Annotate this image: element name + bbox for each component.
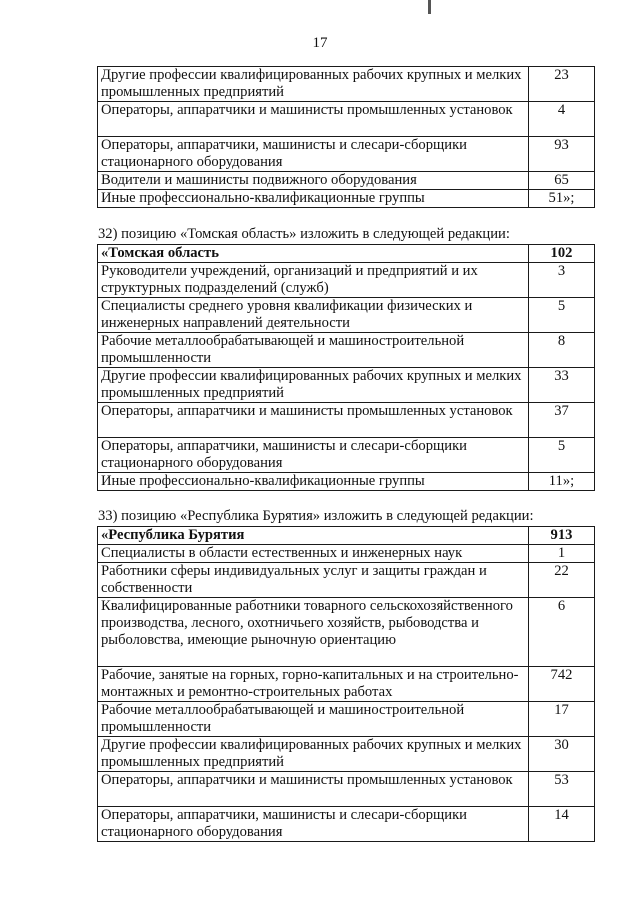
amendment-paragraph-33: 33) позицию «Республика Бурятия» изложить в следующей редакции:	[98, 508, 534, 524]
occupation-count: 17	[529, 702, 595, 737]
occupation-label: Рабочие металлообрабатывающей и машиностроительной промышленности	[98, 333, 529, 368]
table-row	[98, 102, 595, 137]
occupation-count: 11»;	[529, 473, 595, 491]
table-row	[98, 403, 595, 438]
occupation-count: 3	[529, 263, 595, 298]
table-header-row	[98, 527, 595, 545]
region-name: «Томская область	[98, 245, 529, 263]
table-row	[98, 172, 595, 190]
occupation-label: Операторы, аппаратчики, машинисты и слесари-сборщики стационарного оборудования	[98, 807, 529, 842]
occupation-label: Операторы, аппаратчики и машинисты промышленных установок	[98, 403, 529, 438]
table-row	[98, 563, 595, 598]
occupation-label: Работники сферы индивидуальных услуг и защиты граждан и собственности	[98, 563, 529, 598]
occupation-count: 93	[529, 137, 595, 172]
table-row	[98, 333, 595, 368]
occupation-label: Руководители учреждений, организаций и предприятий и их структурных подразделений (служб)	[98, 263, 529, 298]
table-row	[98, 368, 595, 403]
table-row	[98, 137, 595, 172]
amendment-paragraph-32: 32) позицию «Томская область» изложить в следующей редакции:	[98, 226, 510, 242]
region-name: «Республика Бурятия	[98, 527, 529, 545]
page-number: 17	[312, 35, 328, 51]
occupation-label: Операторы, аппаратчики, машинисты и слесари-сборщики стационарного оборудования	[98, 438, 529, 473]
occupation-count: 8	[529, 333, 595, 368]
table-row	[98, 598, 595, 667]
occupation-count: 14	[529, 807, 595, 842]
table-row	[98, 737, 595, 772]
occupation-count: 1	[529, 545, 595, 563]
occupation-label: Специалисты в области естественных и инженерных наук	[98, 545, 529, 563]
region-total: 102	[529, 245, 595, 263]
occupation-count: 6	[529, 598, 595, 667]
table-row	[98, 473, 595, 491]
occupation-label: Другие профессии квалифицированных рабочих крупных и мелких промышленных предприятий	[98, 737, 529, 772]
occupation-count: 65	[529, 172, 595, 190]
table-row	[98, 298, 595, 333]
occupation-count: 5	[529, 298, 595, 333]
occupation-label: Квалифицированные работники товарного сельскохозяйственного производства, лесного, охотничьего хозяйств, рыбоводства и рыболовства, имеющие рыночную ориентацию	[98, 598, 529, 667]
occupation-label: Рабочие, занятые на горных, горно-капитальных и на строительно-монтажных и ремонтно-строительных работах	[98, 667, 529, 702]
occupation-label: Операторы, аппаратчики, машинисты и слесари-сборщики стационарного оборудования	[98, 137, 529, 172]
table-row	[98, 438, 595, 473]
table-row	[98, 67, 595, 102]
occupation-count: 4	[529, 102, 595, 137]
table-row	[98, 807, 595, 842]
occupation-count: 51»;	[529, 190, 595, 208]
occupation-table-continued	[97, 66, 595, 208]
occupation-count: 37	[529, 403, 595, 438]
occupation-label: Другие профессии квалифицированных рабочих крупных и мелких промышленных предприятий	[98, 368, 529, 403]
table-row	[98, 545, 595, 563]
occupation-count: 22	[529, 563, 595, 598]
occupation-count: 742	[529, 667, 595, 702]
table-row	[98, 263, 595, 298]
table-row	[98, 190, 595, 208]
scan-artifact-mark	[428, 0, 431, 14]
occupation-label: Водители и машинисты подвижного оборудования	[98, 172, 529, 190]
occupation-count: 23	[529, 67, 595, 102]
occupation-label: Рабочие металлообрабатывающей и машиностроительной промышленности	[98, 702, 529, 737]
table-row	[98, 702, 595, 737]
occupation-label: Иные профессионально-квалификационные группы	[98, 473, 529, 491]
buryatia-republic-table	[97, 526, 595, 842]
table-row	[98, 667, 595, 702]
occupation-label: Специалисты среднего уровня квалификации физических и инженерных направлений деятельности	[98, 298, 529, 333]
table-header-row	[98, 245, 595, 263]
region-total: 913	[529, 527, 595, 545]
occupation-count: 30	[529, 737, 595, 772]
occupation-label: Операторы, аппаратчики и машинисты промышленных установок	[98, 102, 529, 137]
occupation-label: Другие профессии квалифицированных рабочих крупных и мелких промышленных предприятий	[98, 67, 529, 102]
table-row	[98, 772, 595, 807]
occupation-label: Иные профессионально-квалификационные группы	[98, 190, 529, 208]
occupation-count: 53	[529, 772, 595, 807]
occupation-count: 33	[529, 368, 595, 403]
occupation-label: Операторы, аппаратчики и машинисты промышленных установок	[98, 772, 529, 807]
tomsk-region-table	[97, 244, 595, 491]
occupation-count: 5	[529, 438, 595, 473]
